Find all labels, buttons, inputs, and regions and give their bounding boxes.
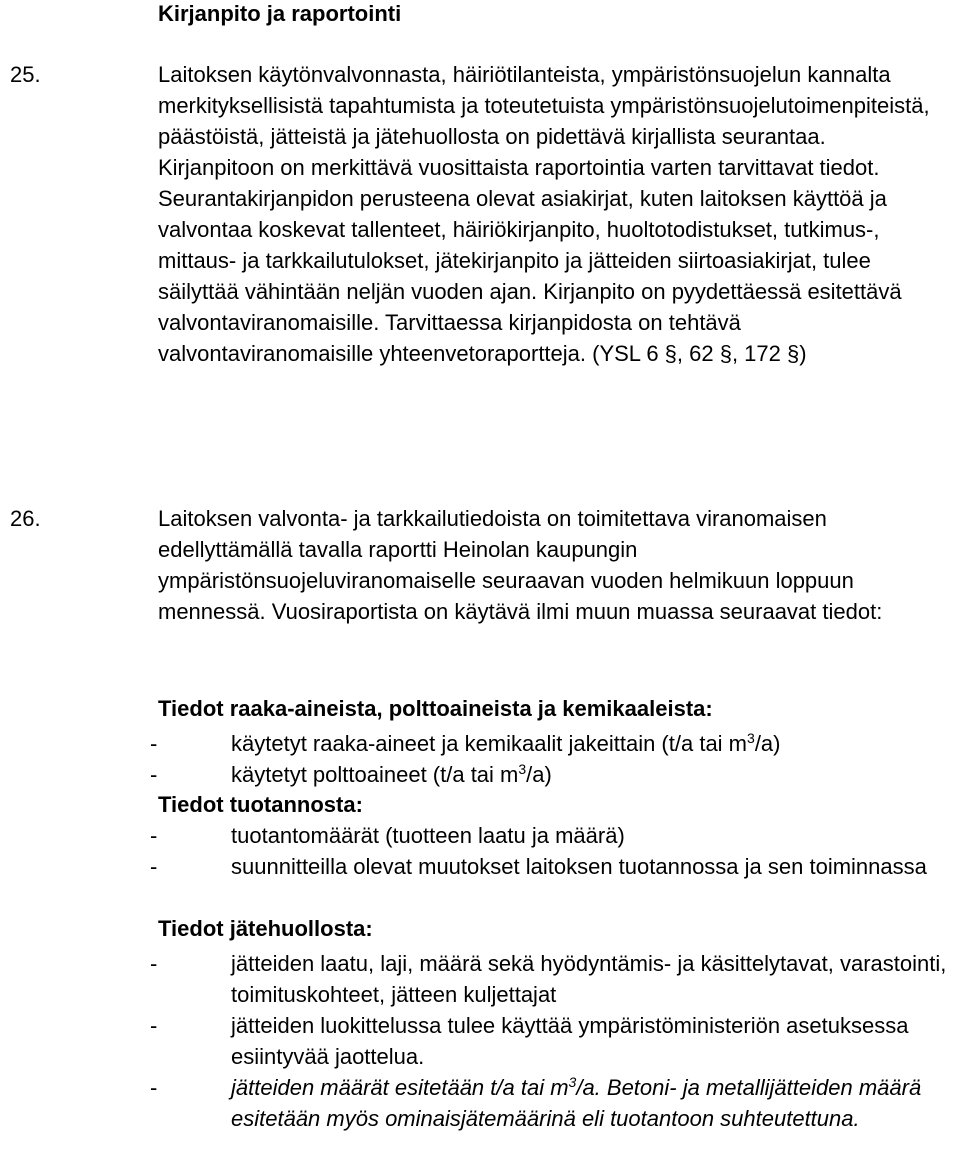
list-item-text: käytetyt raaka-aineet ja kemikaalit jakeittain (t/a tai $m^3/a$)	[231, 730, 781, 756]
list-dash: -	[150, 762, 158, 787]
list-item-text: jätteiden laatu, laji, määrä sekä hyödyntämis- ja käsittelytavat, varastointi, toimituskohteet, jätteen kuljettajat	[231, 951, 947, 1007]
paragraph-text	[158, 59, 948, 369]
paragraph-number: 26.	[10, 506, 41, 531]
paragraph-text	[158, 503, 948, 627]
list-item-text: tuotantomäärät (tuotteen laatu ja määrä)	[231, 823, 625, 848]
paragraph-body: Laitoksen käytönvalvonnasta, häiriötilanteista, ympäristönsuojelun kannalta merkityksellisistä tapahtumista ja toteutetuista ympäristönsuojelutoimenpiteistä, päästöistä, jätteistä ja jätehuollosta on pidettävä kirjallista seurantaa. Kirjanpitoon on merkittävä vuosittaista raportointia varten tarvittavat tiedot. Seurantakirjanpidon perusteena olevat asiakirjat, kuten laitoksen käyttöä ja valvontaa koskevat tallenteet, häiriökirjanpito, huoltotodistukset, tutkimus-, mittaus- ja tarkkailutulokset, jätekirjanpito ja jätteiden siirtoasiakirjat, tulee säilyttää vähintään neljän vuoden ajan. Kirjanpito on pyydettäessä esitettävä valvontaviranomaisille. Tarvittaessa kirjanpidosta on tehtävä valvontaviranomaisille yhteenvetoraportteja. (YSL 6 §, 62 §, 172 §)	[158, 62, 930, 366]
list-item-text: käytetyt polttoaineet (t/a tai $m^3/a$)	[231, 761, 552, 787]
section-heading-raw-materials: Tiedot raaka-aineista, polttoaineista ja kemikaaleista:	[158, 696, 713, 721]
section-heading-production: Tiedot tuotannosta:	[158, 792, 363, 817]
list-item-text: jätteiden luokittelussa tulee käyttää ympäristöministeriön asetuksessa esiintyvää jaottelua.	[231, 1013, 909, 1069]
paragraph-body: Laitoksen valvonta- ja tarkkailutiedoista on toimitettava viranomaisen edellyttämällä tavalla raportti Heinolan kaupungin ympäristönsuojeluviranomaiselle seuraavan vuoden helmikuun loppuun mennessä. Vuosiraportista on käytävä ilmi muun muassa seuraavat tiedot:	[158, 506, 883, 624]
document-heading: Kirjanpito ja raportointi	[158, 1, 402, 26]
list-dash: -	[150, 1013, 158, 1038]
list-dash: -	[150, 731, 158, 756]
list-dash: -	[150, 854, 158, 879]
list-item-text: jätteiden määrät esitetään t/a tai $m^3/a$. Betoni- ja metallijätteiden määrä esitetään myös ominaisjätemäärinä eli tuotantoon suhteutettuna.	[231, 1074, 922, 1131]
paragraph-number: 25.	[10, 62, 41, 87]
list-dash: -	[150, 1075, 158, 1100]
list-dash: -	[150, 951, 158, 976]
section-heading-waste-management: Tiedot jätehuollosta:	[158, 916, 373, 941]
list-dash: -	[150, 823, 158, 848]
list-item-text: suunnitteilla olevat muutokset laitoksen tuotannossa ja sen toiminnassa	[231, 854, 927, 879]
